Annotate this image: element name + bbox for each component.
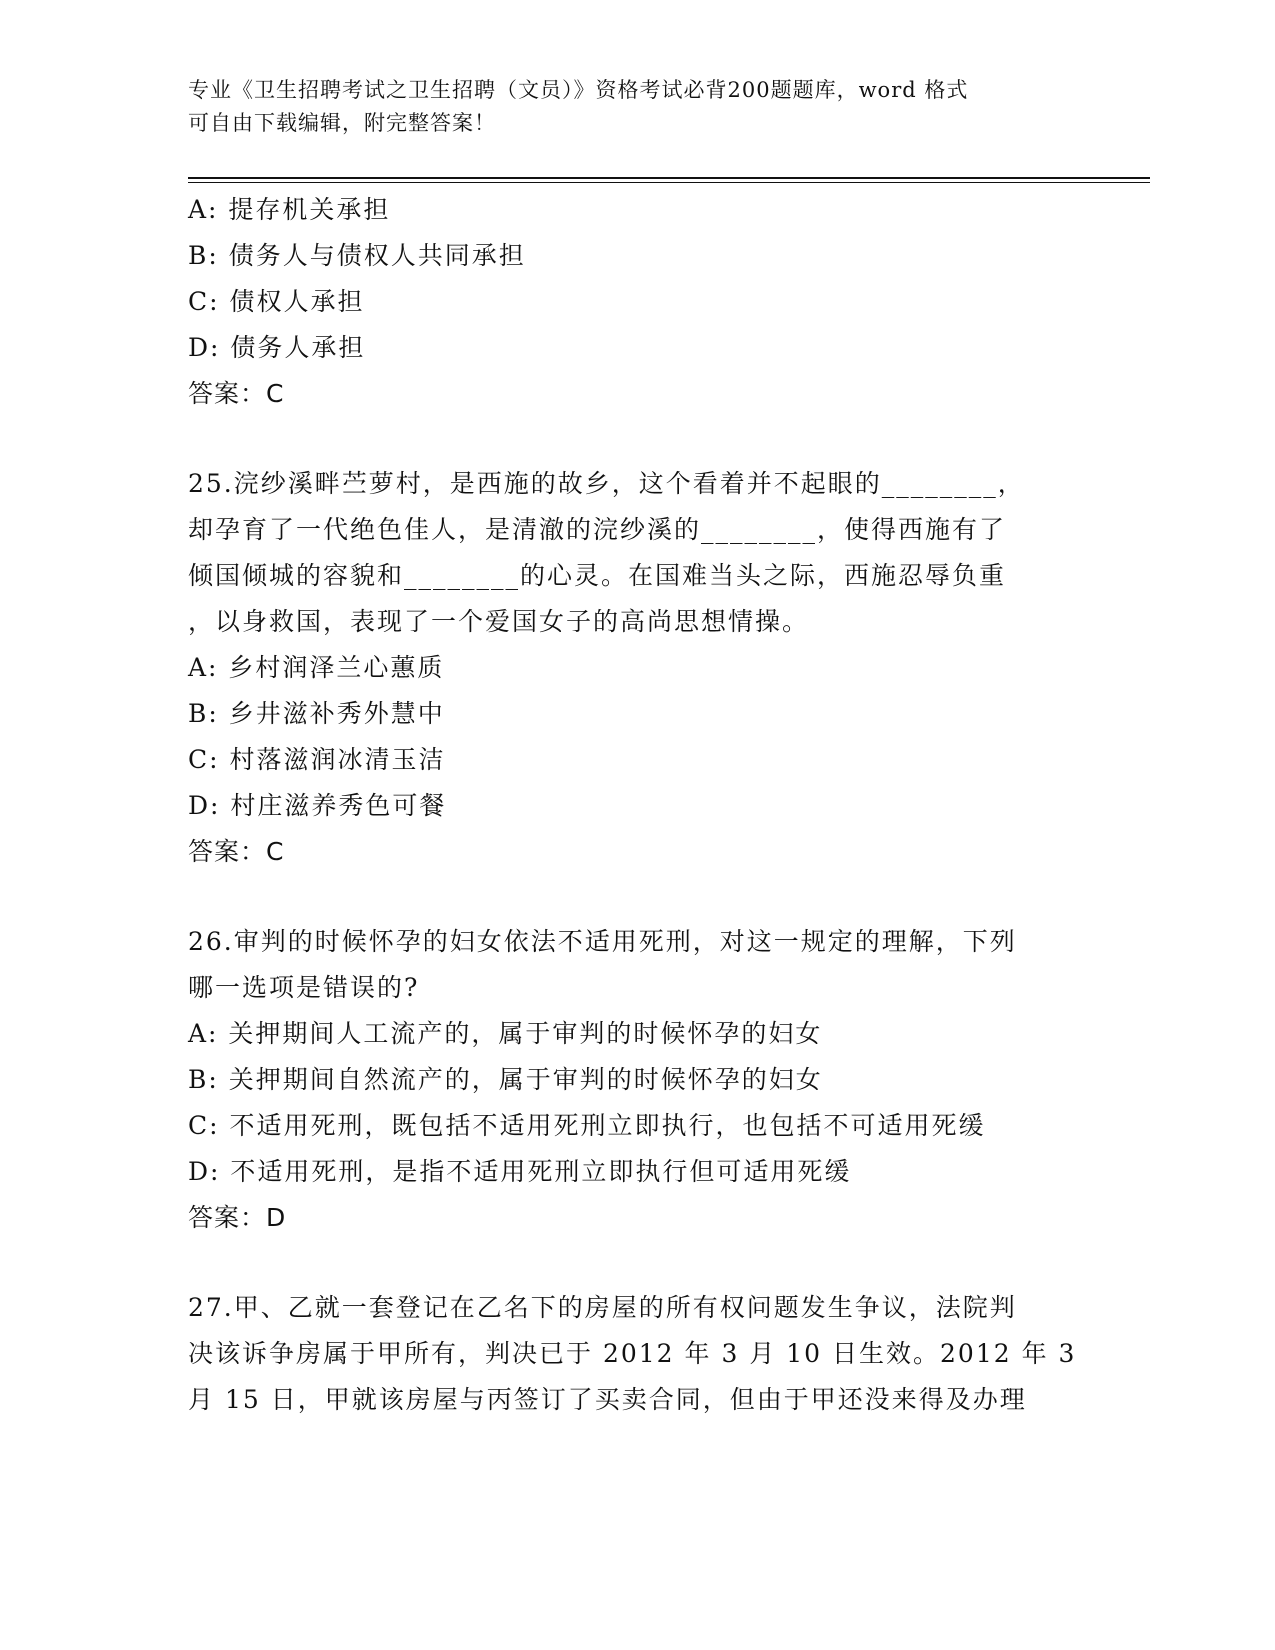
option-d: D: 不适用死刑，是指不适用死刑立即执行但可适用死缓 bbox=[188, 1157, 852, 1186]
option-a: A: 关押期间人工流产的，属于审判的时候怀孕的妇女 bbox=[188, 1019, 823, 1048]
option-c: C: 不适用死刑，既包括不适用死刑立即执行，也包括不可适用死缓 bbox=[188, 1111, 986, 1140]
question-stem-line: 27.甲、乙就一套登记在乙名下的房屋的所有权问题发生争议，法院判 bbox=[188, 1293, 1017, 1322]
option-b: B: 乡井滋补秀外慧中 bbox=[188, 699, 445, 728]
answer: 答案：C bbox=[188, 379, 285, 408]
answer: 答案：D bbox=[188, 1203, 287, 1232]
option-a: A: 乡村润泽兰心蕙质 bbox=[188, 653, 445, 682]
question-stem-line: 倾国倾城的容貌和________的心灵。在国难当头之际，西施忍辱负重 bbox=[188, 561, 1007, 590]
spacer bbox=[188, 417, 1088, 461]
question-stem-line: ，以身救国，表现了一个爱国女子的高尚思想情操。 bbox=[188, 607, 810, 636]
option-b: B: 关押期间自然流产的，属于审判的时候怀孕的妇女 bbox=[188, 1065, 823, 1094]
question-stem-line: 决该诉争房属于甲所有，判决已于 2012 年 3 月 10 日生效。2012 年 3 bbox=[188, 1339, 1077, 1368]
question-list bbox=[188, 187, 1088, 1423]
header-divider-thin bbox=[188, 182, 1150, 183]
option-d: D: 债务人承担 bbox=[188, 333, 366, 362]
spacer bbox=[188, 1241, 1088, 1285]
question-stem-line: 月 15 日，甲就该房屋与丙签订了买卖合同，但由于甲还没来得及办理 bbox=[188, 1385, 1027, 1414]
question-24 bbox=[188, 187, 1088, 417]
header-divider-thick bbox=[188, 177, 1150, 179]
question-stem-line: 却孕育了一代绝色佳人，是清澈的浣纱溪的________，使得西施有了 bbox=[188, 515, 1007, 544]
option-b: B: 债务人与债权人共同承担 bbox=[188, 241, 526, 270]
header-line-2: 可自由下载编辑，附完整答案！ bbox=[188, 111, 496, 135]
spacer bbox=[188, 875, 1088, 919]
answer: 答案：C bbox=[188, 837, 285, 866]
question-stem-line: 26.审判的时候怀孕的妇女依法不适用死刑，对这一规定的理解，下列 bbox=[188, 927, 1017, 956]
option-d: D: 村庄滋养秀色可餐 bbox=[188, 791, 447, 820]
document-header bbox=[188, 74, 1068, 140]
option-c: C: 村落滋润冰清玉洁 bbox=[188, 745, 446, 774]
question-stem-line: 哪一选项是错误的? bbox=[188, 973, 420, 1002]
option-a: A: 提存机关承担 bbox=[188, 195, 391, 224]
header-line-1: 专业《卫生招聘考试之卫生招聘（文员）》资格考试必背200题题库，word 格式 bbox=[188, 78, 969, 102]
option-c: C: 债权人承担 bbox=[188, 287, 365, 316]
question-27 bbox=[188, 1285, 1088, 1423]
question-stem-line: 25.浣纱溪畔苎萝村，是西施的故乡，这个看着并不起眼的________， bbox=[188, 469, 1025, 498]
question-26 bbox=[188, 919, 1088, 1241]
question-25 bbox=[188, 461, 1088, 875]
